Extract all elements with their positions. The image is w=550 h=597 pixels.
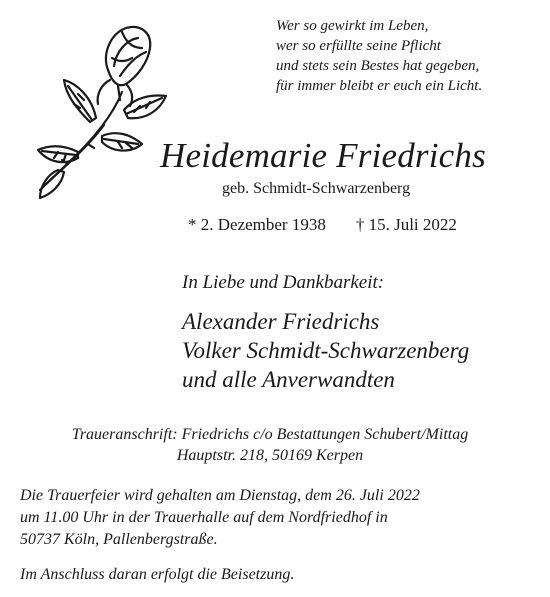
birth-name: geb. Schmidt-Schwarzenberg [222, 180, 411, 197]
address-line: Traueranschrift: Friedrichs c/o Bestattungen Schubert/Mittag [71, 426, 469, 443]
mourning-address [20, 424, 520, 466]
mourners-intro: In Liebe und Dankbarkeit: [182, 272, 385, 293]
rose-icon [22, 18, 172, 218]
poem [276, 16, 536, 96]
mourners-list [182, 307, 469, 394]
poem-line: für immer bleibt er euch ein Licht. [276, 78, 483, 94]
ceremony-line: Die Trauerfeier wird gehalten am Dienstag, dem 26. Juli 2022 [20, 487, 420, 504]
poem-line: wer so erfüllte seine Pflicht [276, 38, 441, 54]
ceremony-line: um 11.00 Uhr in der Trauerhalle auf dem Nordfriedhof in [20, 509, 388, 526]
birth-date: * 2. Dezember 1938 [188, 215, 326, 234]
death-date: † 15. Juli 2022 [355, 215, 457, 234]
address-line: Hauptstr. 218, 50169 Kerpen [176, 447, 364, 464]
poem-line: Wer so gewirkt im Leben, [276, 18, 429, 34]
burial-info: Im Anschluss daran erfolgt die Beisetzung. [20, 566, 295, 583]
mourner-name: und alle Anverwandten [182, 367, 395, 392]
ceremony-info [20, 485, 535, 551]
deceased-name: Heidemarie Friedrichs [160, 136, 486, 175]
ceremony-line: 50737 Köln, Pallenbergstraße. [20, 531, 218, 548]
mourner-name: Alexander Friedrichs [182, 309, 380, 334]
life-dates [188, 214, 457, 236]
poem-line: und stets sein Bestes hat gegeben, [276, 58, 480, 74]
mourner-name: Volker Schmidt-Schwarzenberg [182, 338, 470, 363]
